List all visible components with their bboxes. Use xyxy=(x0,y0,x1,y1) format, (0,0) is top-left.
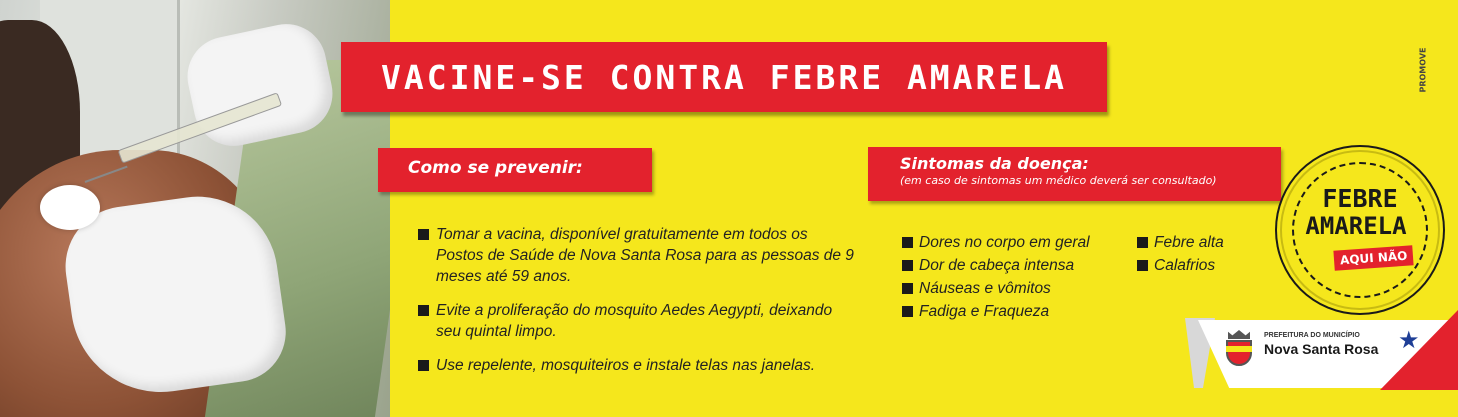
square-bullet-icon xyxy=(418,305,429,316)
symptom-item: Calafrios xyxy=(1137,254,1224,277)
shield-icon xyxy=(1226,340,1252,366)
prevention-heading-tag xyxy=(378,148,652,192)
prevention-item: Use repelente, mosquiteiros e instale telas nas janelas. xyxy=(418,355,858,376)
seal-line2: AMARELA xyxy=(1305,212,1407,240)
square-bullet-icon xyxy=(902,260,913,271)
square-bullet-icon xyxy=(1137,260,1148,271)
prevention-list xyxy=(418,224,858,389)
photo-cotton xyxy=(40,185,100,230)
seal-line1: FEBRE xyxy=(1322,184,1398,213)
prevention-heading: Como se prevenir: xyxy=(408,158,583,178)
symptom-item: Febre alta xyxy=(1137,231,1224,254)
logo-title: Nova Santa Rosa xyxy=(1264,341,1379,357)
title-banner xyxy=(341,42,1107,112)
shield-band xyxy=(1226,346,1252,352)
promove-label: PROMOVE xyxy=(1418,47,1428,93)
square-bullet-icon xyxy=(418,360,429,371)
symptom-item: Fadiga e Fraqueza xyxy=(902,300,1090,323)
symptoms-list-right xyxy=(1137,231,1224,277)
coat-of-arms-icon xyxy=(1224,330,1254,370)
square-bullet-icon xyxy=(418,229,429,240)
prevention-item: Evite a proliferação do mosquito Aedes Aegypti, deixando seu quintal limpo. xyxy=(418,300,858,342)
febre-amarela-seal xyxy=(1280,150,1440,310)
symptoms-heading: Sintomas da doença: xyxy=(900,154,1089,173)
page-title: VACINE-SE CONTRA FEBRE AMARELA xyxy=(380,57,1068,97)
symptom-item: Náuseas e vômitos xyxy=(902,277,1090,300)
symptoms-subheading: (em caso de sintomas um médico deverá ser consultado) xyxy=(900,174,1217,187)
square-bullet-icon xyxy=(902,283,913,294)
prevention-item: Tomar a vacina, disponível gratuitamente em todos os Postos de Saúde de Nova Santa Rosa para as pessoas de 9 meses até 59 anos. xyxy=(418,224,858,287)
vaccination-photo xyxy=(0,0,390,417)
square-bullet-icon xyxy=(902,306,913,317)
square-bullet-icon xyxy=(1137,237,1148,248)
logo-subtitle: PREFEITURA DO MUNICÍPIO xyxy=(1264,332,1360,339)
symptoms-heading-tag xyxy=(868,147,1281,201)
seal-line3: AQUI NÃO xyxy=(1333,245,1414,270)
symptom-item: Dores no corpo em geral xyxy=(902,231,1090,254)
square-bullet-icon xyxy=(902,237,913,248)
symptoms-list-left xyxy=(902,231,1090,323)
crown-icon xyxy=(1228,330,1250,339)
star-icon: ★ xyxy=(1398,326,1420,354)
symptom-item: Dor de cabeça intensa xyxy=(902,254,1090,277)
